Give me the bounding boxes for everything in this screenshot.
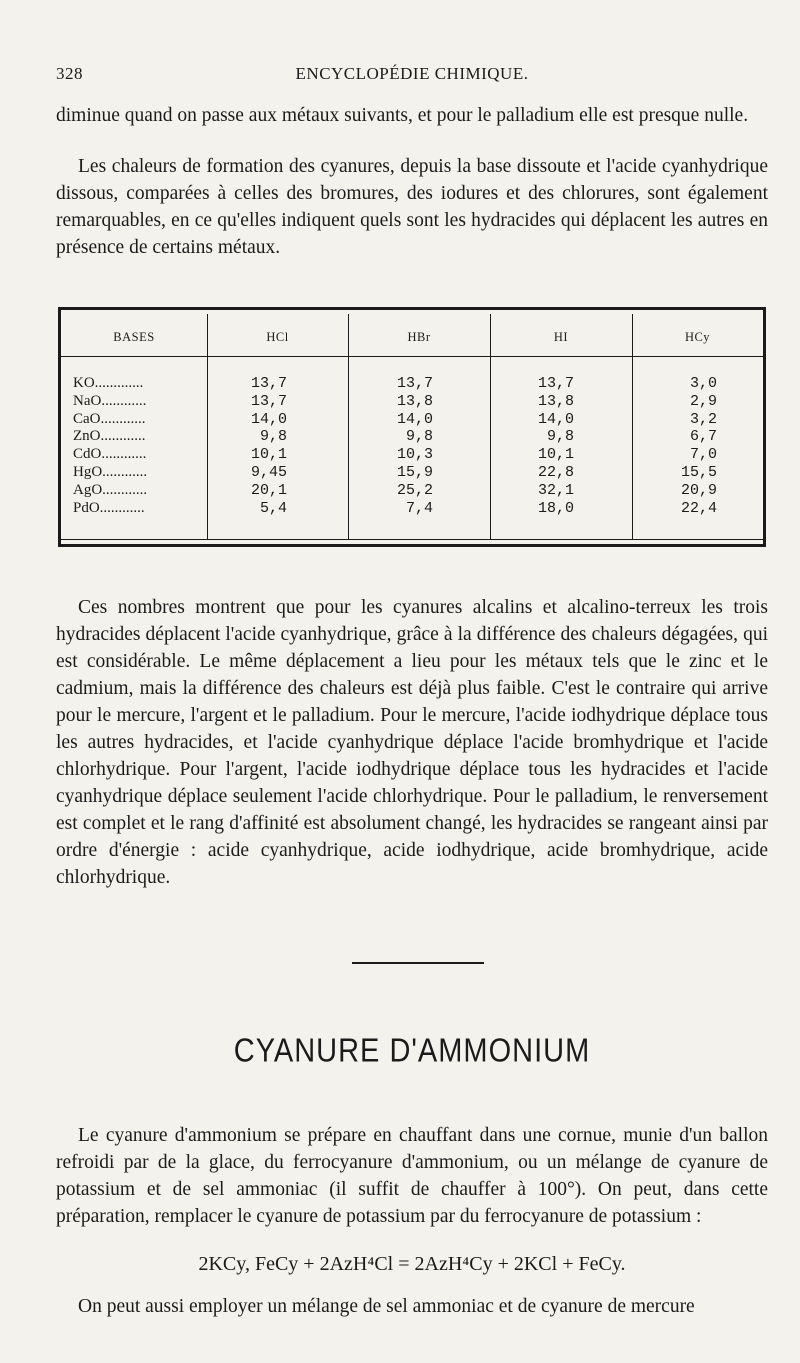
table-row [61, 446, 763, 463]
paragraph-continuation: diminue quand on passe aux métaux suivants, et pour le palladium elle est presque nulle. [56, 105, 749, 126]
table-cell-hcy: 7,0 [689, 446, 717, 464]
table-cell-hbr: 13,8 [396, 392, 433, 410]
table-row [61, 464, 763, 481]
table-cell-hbr: 15,9 [396, 464, 433, 481]
table-header-hcl: HCl [266, 330, 289, 344]
table-cell-hcl: 20,1 [250, 481, 287, 499]
table-cell-hbr: 25,2 [396, 481, 433, 499]
section-title: CYANURE D'AMMONIUM [233, 1032, 591, 1070]
table-cell-hcl: 14,0 [250, 410, 287, 428]
table-cell-base: CaO............ [73, 410, 146, 427]
table-row [61, 393, 763, 410]
paragraph-formation-heats [56, 153, 768, 261]
table-header-hcy: HCy [684, 330, 711, 344]
table-header-bases: BASES [113, 330, 155, 344]
table-cell-base: ZnO............ [73, 428, 146, 445]
paragraph-text: Les chaleurs de formation des cyanures, depuis la base dissoute et l'acide cyanhydrique dissous, comparées à celles des bromures, des iodures et des chlorures, sont également remarquables, en ce qu'elles indiquent quels sont les hydracides qui déplacent les autres en présence de certains métaux. [56, 156, 768, 258]
table-cell-hbr: 14,0 [396, 410, 433, 428]
table-cell-hcl: 13,7 [250, 392, 287, 410]
table-cell-hi: 13,8 [537, 392, 574, 410]
paragraph-preparation [56, 1122, 768, 1230]
table-header-rule [61, 356, 763, 357]
table-cell-hbr: 10,3 [396, 446, 433, 464]
table-cell-hcy: 6,7 [689, 428, 717, 446]
paragraph-alternative [56, 1293, 768, 1320]
table-cell-hcl: 9,8 [259, 428, 287, 446]
table-cell-hcy: 22,4 [680, 499, 717, 517]
chemical-equation: 2KCy, FeCy + 2AzH⁴Cl = 2AzH⁴Cy + 2KCl + FeCy. [198, 1253, 626, 1275]
table-row [61, 375, 763, 392]
table-cell-base: NaO............ [73, 392, 147, 409]
table-cell-hcy: 20,9 [680, 481, 717, 499]
table-cell-hcy: 3,0 [689, 375, 717, 392]
table-cell-base: PdO............ [73, 499, 145, 516]
running-title: ENCYCLOPÉDIE CHIMIQUE. [295, 64, 529, 83]
table-cell-base: AgO............ [73, 481, 148, 498]
section-rule [352, 962, 484, 964]
paragraph-displacement [56, 594, 768, 891]
table-header-hi: HI [553, 330, 569, 344]
heat-table [58, 307, 766, 547]
table-cell-hcl: 10,1 [250, 446, 287, 464]
table-cell-base: HgO............ [73, 464, 148, 480]
page-number: 328 [56, 64, 83, 83]
table-row [61, 428, 763, 445]
table-cell-hi: 10,1 [537, 446, 574, 464]
table-row [61, 411, 763, 428]
paragraph-text: On peut aussi employer un mélange de sel ammoniac et de cyanure de mercure [78, 1296, 695, 1317]
table-cell-hcy: 3,2 [689, 410, 717, 428]
table-cell-base: CdO............ [73, 446, 147, 463]
table-header-hbr: HBr [407, 330, 431, 344]
table-cell-hbr: 9,8 [405, 428, 433, 446]
page-header [56, 64, 768, 90]
table-cell-hcl: 9,45 [250, 464, 287, 481]
paragraph-text: Ces nombres montrent que pour les cyanures alcalins et alcalino-terreux les trois hydracides déplacent l'acide cyanhydrique, grâce à la différence des chaleurs dégagées, qui est considérable. Le même déplacement a lieu pour les métaux tels que le zinc et le cadmium, mais la différence des chaleurs est déjà plus faible. C'est le contraire qui arrive pour le mercure, l'argent et le palladium. Pour le mercure, l'acide iodhydrique déplace tous les autres hydracides, et l'acide cyanhydrique déplace l'acide bromhydrique et l'acide chlorhydrique. Pour l'argent, l'acide iodhydrique déplace tous les hydracides et l'acide cyanhydrique déplace seulement l'acide chlorhydrique. Pour le palladium, le renversement est complet et le rang d'affinité est absolument changé, les hydracides se rangeant ainsi par ordre d'énergie : acide cyanhydrique, acide iodhydrique, acide bromhydrique, acide chlorhydrique. [56, 597, 768, 888]
table-cell-hi: 14,0 [537, 410, 574, 428]
table-bottom-rule [61, 539, 763, 540]
table-cell-hbr: 7,4 [405, 499, 433, 517]
table-row [61, 500, 763, 517]
table-row [61, 482, 763, 499]
table-cell-base: KO............. [73, 375, 144, 391]
paragraph-text: Le cyanure d'ammonium se prépare en chauffant dans une cornue, munie d'un ballon refroidi par de la glace, du ferrocyanure d'ammonium, ou un mélange de cyanure de potassium et de sel ammoniac (il suffit de chauffer à 100°). On peut, dans cette préparation, remplacer le cyanure de potassium par du ferrocyanure de potassium : [56, 1125, 768, 1227]
table-cell-hi: 32,1 [537, 481, 574, 499]
table-cell-hbr: 13,7 [396, 375, 433, 392]
table-cell-hi: 9,8 [546, 428, 574, 446]
table-cell-hi: 22,8 [537, 464, 574, 481]
table-cell-hi: 18,0 [537, 499, 574, 517]
table-cell-hcl: 5,4 [259, 499, 287, 517]
table-cell-hcl: 13,7 [250, 375, 287, 392]
table-cell-hcy: 15,5 [680, 464, 717, 481]
table-cell-hcy: 2,9 [689, 392, 717, 410]
table-cell-hi: 13,7 [537, 375, 574, 392]
